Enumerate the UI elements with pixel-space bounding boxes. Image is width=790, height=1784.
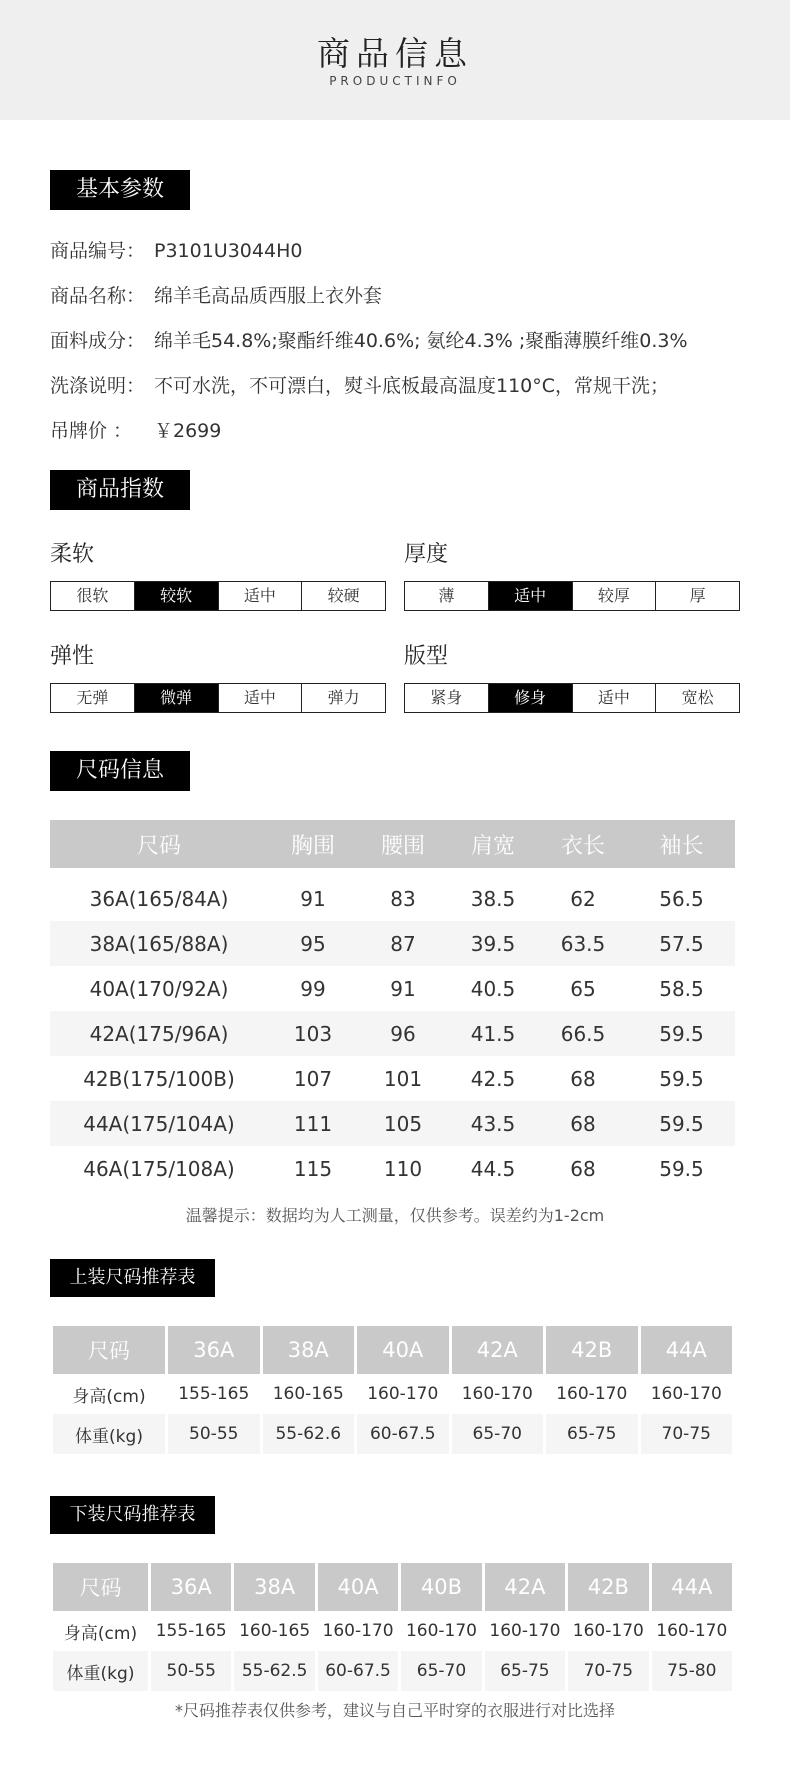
table-cell: 40.5 — [470, 976, 516, 1001]
table-cell: 65-70 — [401, 1651, 481, 1691]
table-row — [53, 1651, 732, 1691]
scale-option: 适中 — [573, 684, 657, 712]
table-cell: 46A(175/108A) — [83, 1156, 235, 1181]
param-label: 面料成分： — [50, 330, 146, 352]
col-header: 尺码 — [50, 820, 268, 868]
table-cell: 99 — [300, 976, 326, 1001]
table-cell: 115 — [293, 1156, 333, 1181]
top-rec-tag: 上装尺码推荐表 — [50, 1259, 215, 1297]
col-header: 袖长 — [628, 820, 735, 868]
col-header: 44A — [641, 1326, 733, 1374]
thickness-scale — [404, 581, 740, 611]
table-cell: 62 — [570, 886, 596, 911]
size-table-header — [50, 820, 735, 868]
table-cell: 160-170 — [556, 1384, 628, 1404]
table-cell: 身高(cm) — [72, 1386, 146, 1407]
table-cell: 68 — [570, 1156, 596, 1181]
table-cell: 160-165 — [272, 1384, 344, 1404]
table-row — [50, 966, 735, 1011]
table-cell: 55-62.6 — [263, 1414, 355, 1454]
scale-option: 较硬 — [327, 586, 360, 605]
param-row — [50, 416, 221, 443]
basic-params-tag: 基本参数 — [50, 170, 190, 210]
col-header: 肩宽 — [448, 820, 538, 868]
spacer-cell — [50, 868, 735, 876]
table-cell: 160-170 — [461, 1384, 533, 1404]
table-row — [50, 1011, 735, 1056]
scale-option-selected: 较软 — [135, 582, 219, 610]
param-label: 洗涤说明： — [50, 375, 146, 397]
col-header: 38A — [234, 1563, 314, 1611]
table-cell: 50-55 — [168, 1414, 260, 1454]
col-header: 衣长 — [538, 820, 628, 868]
table-row — [50, 921, 735, 966]
recommendation-note: *尺码推荐表仅供参考，建议与自己平时穿的衣服进行对比选择 — [174, 1701, 615, 1720]
table-cell: 体重(kg) — [53, 1651, 148, 1691]
table-cell: 91 — [300, 886, 326, 911]
table-cell: 身高(cm) — [63, 1623, 138, 1644]
measurement-note: 温馨提示：数据均为人工测量，仅供参考。误差约为1-2cm — [185, 1206, 605, 1225]
fit-scale — [404, 683, 740, 713]
table-cell: 38A(165/88A) — [50, 921, 268, 966]
scale-option-selected: 适中 — [489, 582, 573, 610]
param-label: 商品编号： — [50, 240, 146, 262]
scale-option: 适中 — [219, 684, 303, 712]
table-cell: 42A(175/96A) — [50, 1011, 268, 1056]
col-header: 42B — [546, 1326, 638, 1374]
table-row — [50, 1146, 735, 1191]
page-subtitle: PRODUCTINFO — [329, 74, 461, 88]
table-cell: 101 — [383, 1066, 423, 1091]
table-cell: 155-165 — [178, 1384, 250, 1404]
table-cell: 160-170 — [656, 1621, 728, 1641]
table-cell: 65-75 — [485, 1651, 565, 1691]
spacer-row — [50, 868, 735, 876]
table-cell: 59.5 — [659, 1156, 704, 1181]
table-cell: 70-75 — [641, 1414, 733, 1454]
scale-option: 弹力 — [327, 688, 360, 707]
table-cell: 111 — [268, 1101, 358, 1146]
size-table — [50, 820, 735, 1191]
scale-option-selected: 修身 — [489, 684, 573, 712]
param-value: 绵羊毛54.8%;聚酯纤维40.6%; 氨纶4.3% ;聚酯薄膜纤维0.3% — [154, 330, 688, 352]
table-row — [53, 1611, 732, 1651]
col-header: 42A — [485, 1563, 565, 1611]
table-cell: 44A(175/104A) — [50, 1101, 268, 1146]
scale-option: 无弹 — [51, 684, 135, 712]
table-cell: 95 — [268, 921, 358, 966]
size-info-tag: 尺码信息 — [50, 751, 190, 791]
scale-option: 很软 — [51, 582, 135, 610]
col-header: 尺码 — [53, 1326, 165, 1374]
table-cell: 70-75 — [568, 1651, 648, 1691]
page-title: 商品信息 — [317, 34, 473, 73]
table-cell: 160-170 — [322, 1621, 394, 1641]
param-row — [50, 236, 302, 263]
elasticity-scale — [50, 683, 386, 713]
table-cell: 68 — [570, 1066, 596, 1091]
param-row — [50, 371, 669, 398]
table-cell: 160-170 — [650, 1384, 722, 1404]
index-label-softness: 柔软 — [50, 542, 95, 567]
page-header — [0, 0, 790, 120]
table-cell: 91 — [390, 976, 416, 1001]
col-header: 36A — [151, 1563, 231, 1611]
table-cell: 87 — [358, 921, 448, 966]
table-cell: 59.5 — [659, 1066, 704, 1091]
table-cell: 155-165 — [155, 1621, 227, 1641]
top-rec-table — [50, 1326, 735, 1454]
table-cell: 66.5 — [538, 1011, 628, 1056]
table-cell: 75-80 — [652, 1651, 732, 1691]
col-header: 尺码 — [53, 1563, 148, 1611]
index-label-fit: 版型 — [404, 644, 449, 669]
bottom-rec-tag: 下装尺码推荐表 — [50, 1496, 215, 1534]
table-cell: 38.5 — [470, 886, 516, 911]
col-header: 胸围 — [268, 820, 358, 868]
scale-option-selected: 微弹 — [135, 684, 219, 712]
param-row — [50, 326, 688, 353]
table-cell: 63.5 — [538, 921, 628, 966]
table-row — [50, 876, 735, 921]
col-header: 40A — [357, 1326, 449, 1374]
table-row — [53, 1374, 732, 1414]
col-header: 42B — [568, 1563, 648, 1611]
scale-option: 厚 — [689, 586, 706, 605]
col-header: 44A — [652, 1563, 732, 1611]
col-header: 36A — [168, 1326, 260, 1374]
table-cell: 110 — [383, 1156, 423, 1181]
table-row — [53, 1414, 732, 1454]
col-header: 38A — [263, 1326, 355, 1374]
col-header: 42A — [452, 1326, 544, 1374]
table-cell: 59.5 — [628, 1101, 735, 1146]
scale-option: 薄 — [405, 582, 489, 610]
param-value: P3101U3044H0 — [154, 240, 303, 262]
table-cell: 160-170 — [572, 1621, 644, 1641]
scale-option: 宽松 — [681, 688, 714, 707]
col-header: 40A — [318, 1563, 398, 1611]
table-cell: 160-170 — [405, 1621, 477, 1641]
scale-option: 较厚 — [573, 582, 657, 610]
param-value: 绵羊毛高品质西服上衣外套 — [154, 285, 383, 307]
table-cell: 57.5 — [628, 921, 735, 966]
table-cell: 107 — [293, 1066, 333, 1091]
param-row — [50, 281, 382, 308]
table-cell: 68 — [538, 1101, 628, 1146]
table-cell: 40A(170/92A) — [89, 976, 229, 1001]
table-cell: 59.5 — [628, 1011, 735, 1056]
index-label-elasticity: 弹性 — [50, 644, 95, 669]
table-cell: 50-55 — [151, 1651, 231, 1691]
table-cell: 55-62.5 — [234, 1651, 314, 1691]
table-cell: 36A(165/84A) — [89, 886, 229, 911]
scale-option: 适中 — [219, 582, 303, 610]
table-cell: 65 — [570, 976, 596, 1001]
softness-scale — [50, 581, 386, 611]
table-cell: 体重(kg) — [53, 1414, 165, 1454]
table-cell: 103 — [268, 1011, 358, 1056]
table-cell: 56.5 — [659, 886, 704, 911]
table-row — [50, 1056, 735, 1101]
table-cell: 160-165 — [239, 1621, 311, 1641]
param-label: 商品名称： — [50, 285, 146, 307]
rec-header — [53, 1563, 732, 1611]
scale-option: 紧身 — [405, 684, 489, 712]
table-cell: 42.5 — [470, 1066, 516, 1091]
table-cell: 160-170 — [489, 1621, 561, 1641]
param-label: 吊牌价 ： — [50, 420, 133, 442]
table-cell: 58.5 — [659, 976, 704, 1001]
index-label-thickness: 厚度 — [404, 542, 449, 567]
table-cell: 44.5 — [470, 1156, 516, 1181]
table-cell: 96 — [358, 1011, 448, 1056]
rec-header — [53, 1326, 732, 1374]
table-cell: 160-170 — [367, 1384, 439, 1404]
table-row — [50, 1101, 735, 1146]
table-cell: 60-67.5 — [357, 1414, 449, 1454]
param-value: 不可水洗，不可漂白，熨斗底板最高温度110°C，常规干洗； — [154, 375, 670, 397]
table-cell: 43.5 — [448, 1101, 538, 1146]
table-cell: 42B(175/100B) — [83, 1066, 235, 1091]
col-header: 40B — [401, 1563, 481, 1611]
table-cell: 60-67.5 — [318, 1651, 398, 1691]
bottom-rec-table — [50, 1563, 735, 1691]
table-cell: 105 — [358, 1101, 448, 1146]
table-cell: 83 — [390, 886, 416, 911]
param-value: ￥2699 — [154, 420, 222, 442]
table-cell: 39.5 — [448, 921, 538, 966]
col-header: 腰围 — [358, 820, 448, 868]
table-cell: 65-70 — [452, 1414, 544, 1454]
product-index-tag: 商品指数 — [50, 470, 190, 510]
table-cell: 41.5 — [448, 1011, 538, 1056]
table-cell: 65-75 — [546, 1414, 638, 1454]
